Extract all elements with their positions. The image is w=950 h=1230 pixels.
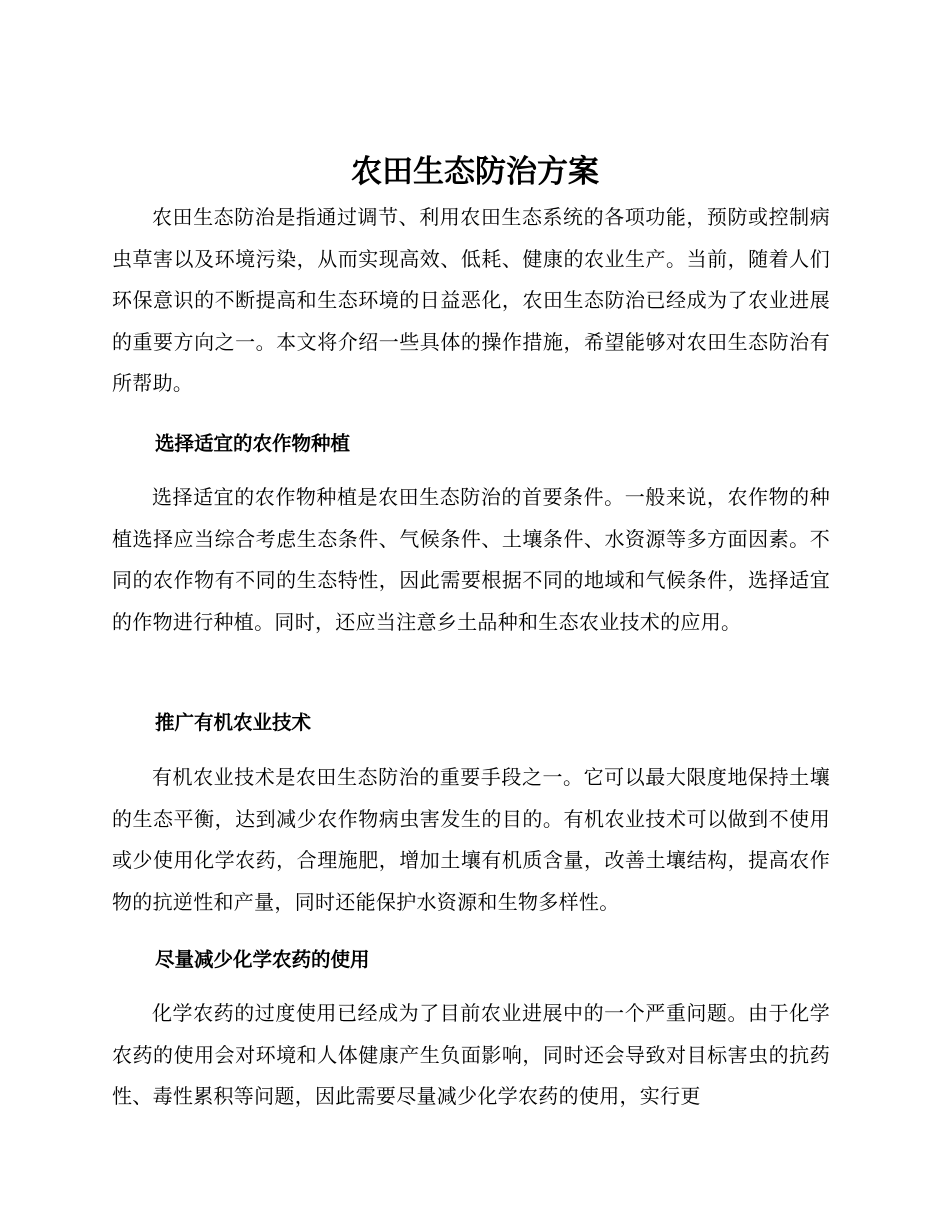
section-heading-reduce-pesticides: 尽量减少化学农药的使用 xyxy=(155,948,370,971)
section-heading-crop-selection: 选择适宜的农作物种植 xyxy=(155,432,351,455)
section-paragraph-crop-selection: 选择适宜的农作物种植是农田生态防治的首要条件。一般来说，农作物的种植选择应当综合考虑生态条件、气候条件、土壤条件、水资源等多方面因素。不同的农作物有不同的生态特性，因此需要根据不同的地域和气候条件，选择适宜的作物进行种植。同时，还应当注意乡土品种和生态农业技术的应用。 xyxy=(112,485,830,634)
section-heading-organic-farming: 推广有机农业技术 xyxy=(155,711,312,734)
intro-paragraph: 农田生态防治是指通过调节、利用农田生态系统的各项功能，预防或控制病虫草害以及环境污染，从而实现高效、低耗、健康的农业生产。当前，随着人们环保意识的不断提高和生态环境的日益恶化，农田生态防治已经成为了农业进展的重要方向之一。本文将介绍一些具体的操作措施，希望能够对农田生态防治有所帮助。 xyxy=(112,205,830,395)
section-crop-selection xyxy=(112,477,830,643)
section-organic-farming xyxy=(112,757,830,923)
page-title: 农田生态防治方案 xyxy=(351,154,599,190)
section-paragraph-reduce-pesticides: 化学农药的过度使用已经成为了目前农业进展中的一个严重问题。由于化学农药的使用会对环境和人体健康产生负面影响，同时还会导致对目标害虫的抗药性、毒性累积等问题，因此需要尽量减少化学农药的使用，实行更 xyxy=(112,1001,830,1108)
section-paragraph-organic-farming: 有机农业技术是农田生态防治的重要手段之一。它可以最大限度地保持土壤的生态平衡，达到减少农作物病虫害发生的目的。有机农业技术可以做到不使用或少使用化学农药，合理施肥，增加土壤有机质含量，改善土壤结构，提高农作物的抗逆性和产量，同时还能保护水资源和生物多样性。 xyxy=(112,765,830,914)
section-reduce-pesticides xyxy=(112,993,830,1118)
intro-section xyxy=(112,197,830,405)
